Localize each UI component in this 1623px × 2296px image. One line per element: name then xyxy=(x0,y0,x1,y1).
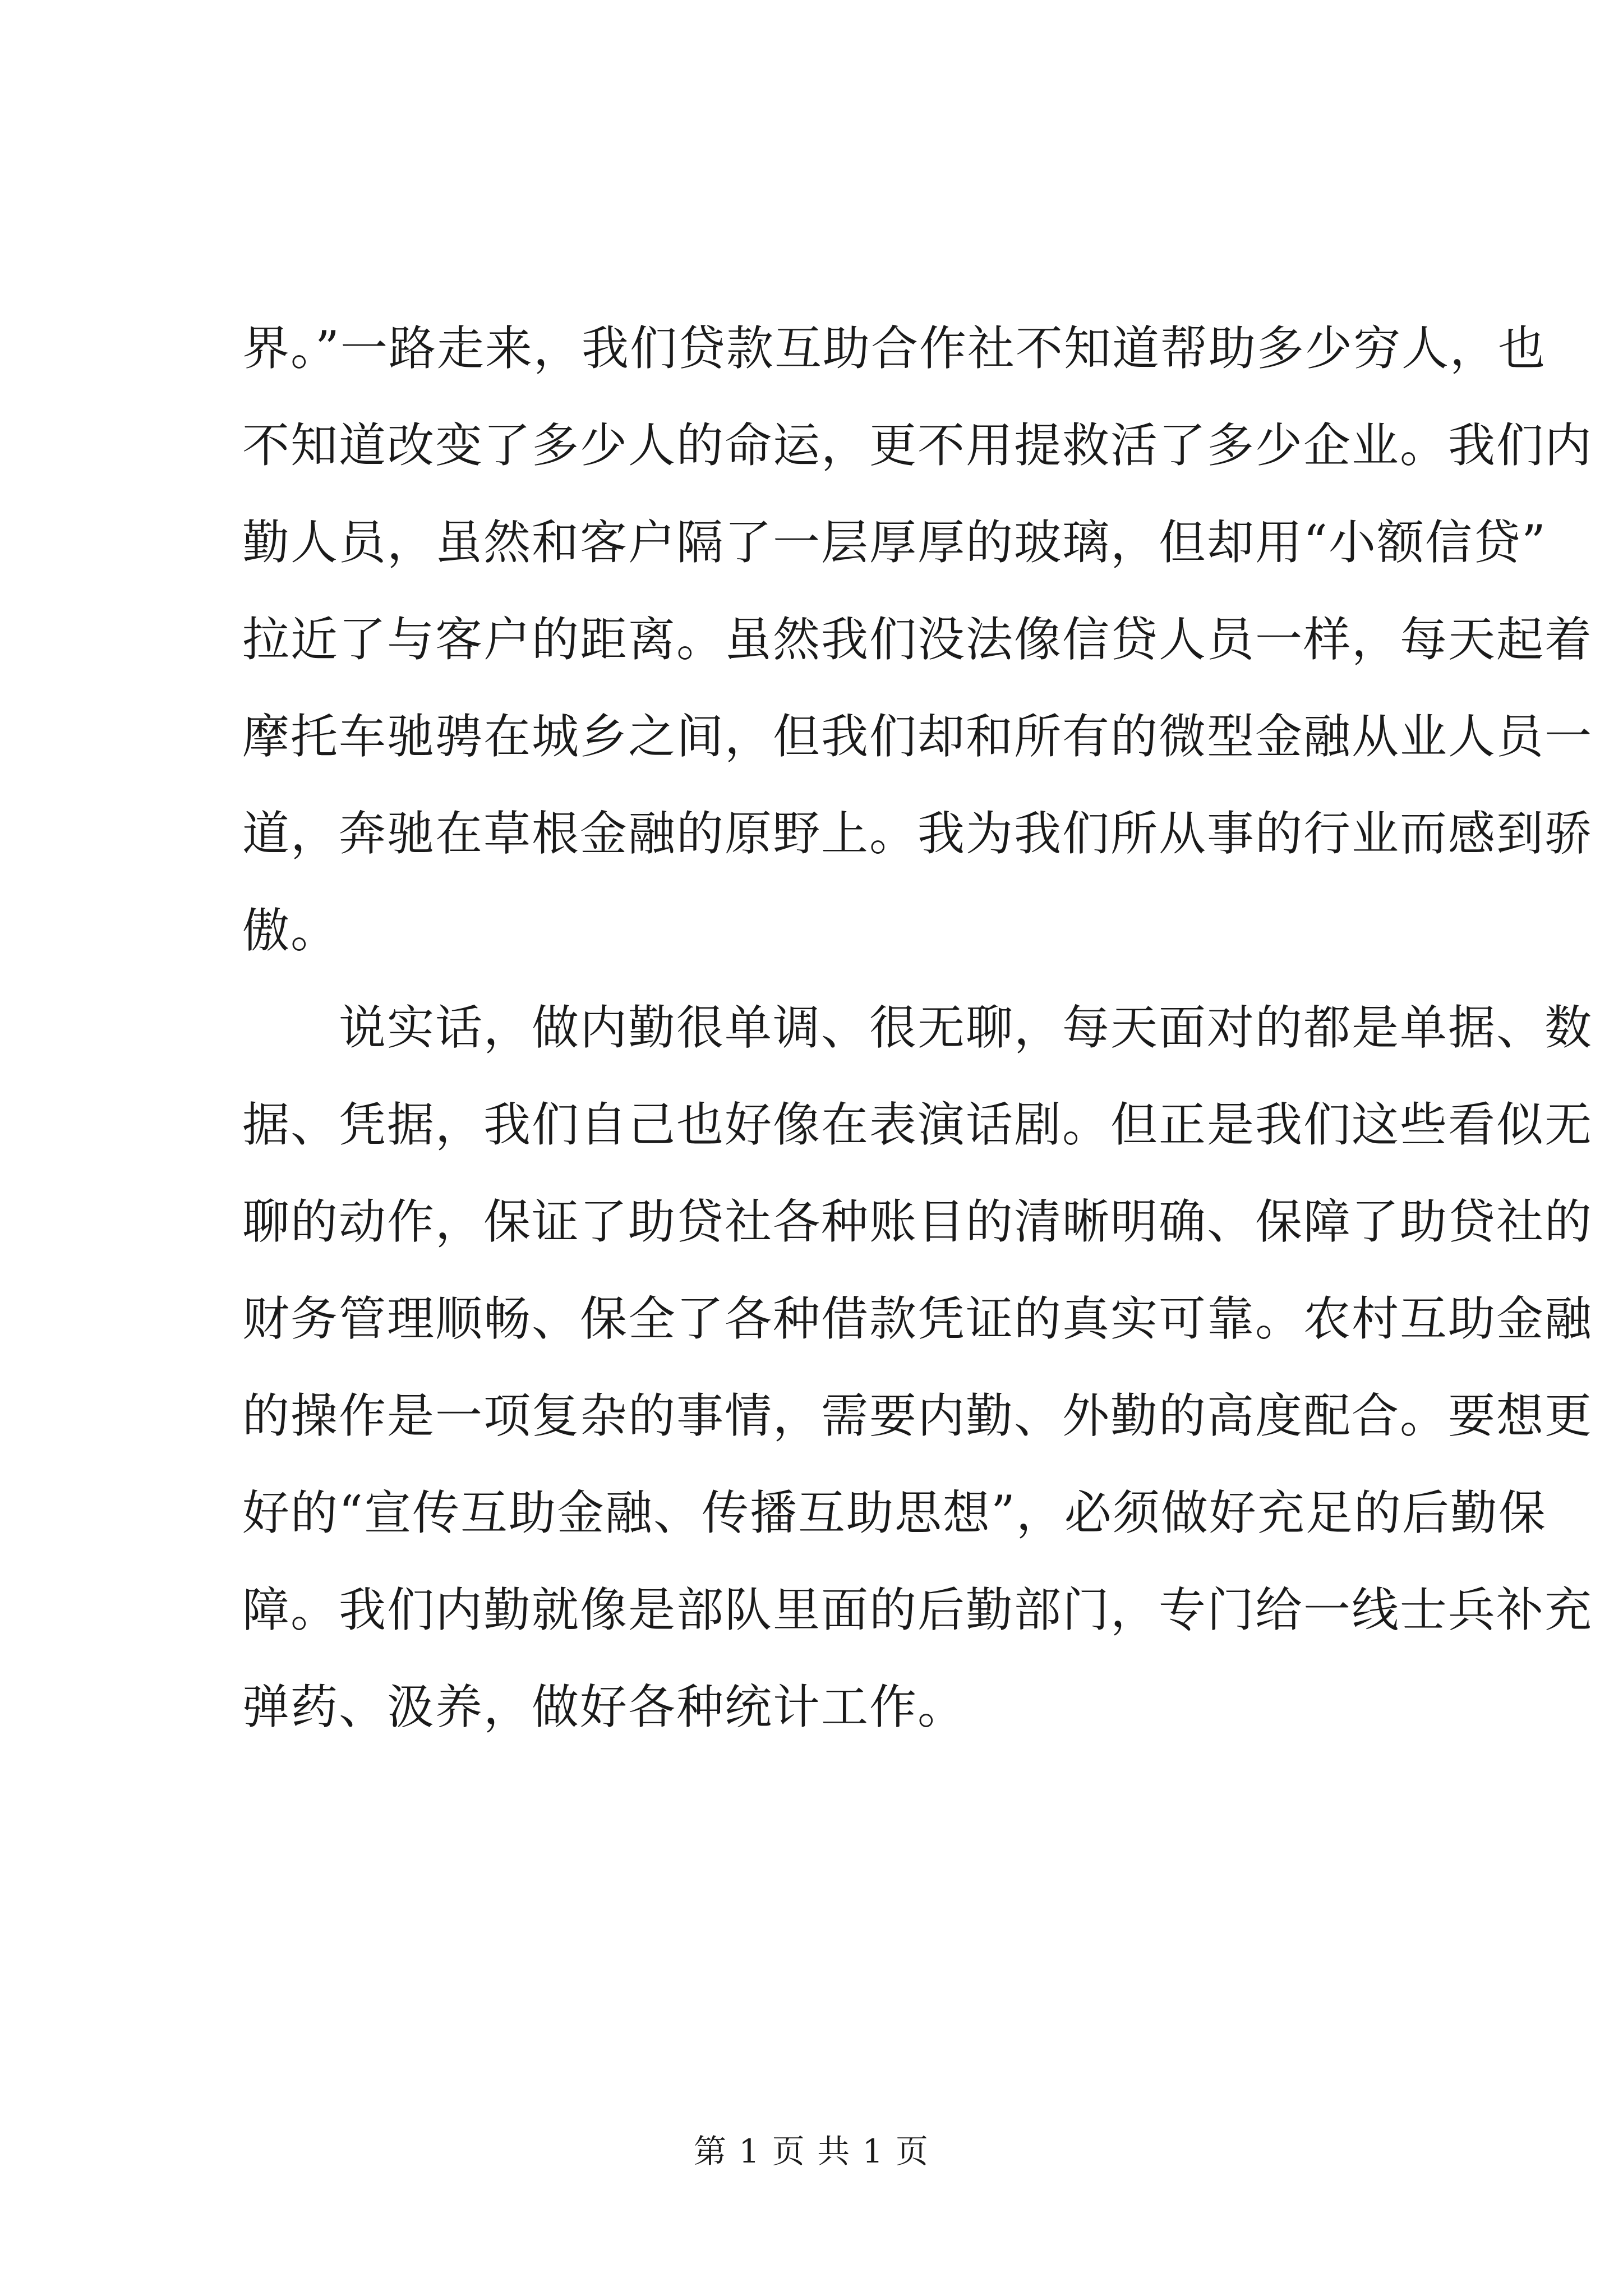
text-line: 障。我们内勤就像是部队里面的后勤部门，专门给一线士兵补充 xyxy=(242,1582,1593,1637)
text-line: 据、凭据，我们自己也好像在表演话剧。但正是我们这些看似无 xyxy=(242,1097,1593,1152)
text-line: 勤人员，虽然和客户隔了一层厚厚的玻璃，但却用“小额信贷” xyxy=(242,515,1547,570)
text-line: 财务管理顺畅、保全了各种借款凭证的真实可靠。农村互助金融 xyxy=(242,1291,1593,1346)
text-line: 聊的动作，保证了助贷社各种账目的清晰明确、保障了助贷社的 xyxy=(242,1194,1593,1249)
text-line: 说实话，做内勤很单调、很无聊，每天面对的都是单据、数 xyxy=(242,1000,1593,1055)
body-text xyxy=(242,300,1593,1756)
paragraph-2 xyxy=(242,979,1593,1756)
text-line: 不知道改变了多少人的命运，更不用提救活了多少企业。我们内 xyxy=(242,418,1593,473)
text-line: 道，奔驰在草根金融的原野上。我为我们所从事的行业而感到骄 xyxy=(242,806,1593,861)
text-line: 好的“宣传互助金融、传播互助思想”，必须做好充足的后勤保 xyxy=(242,1485,1547,1540)
paragraph-1 xyxy=(242,300,1593,979)
text-line: 的操作是一项复杂的事情，需要内勤、外勤的高度配合。要想更 xyxy=(242,1388,1593,1443)
text-line: 界。”一路走来，我们贷款互助合作社不知道帮助多少穷人，也 xyxy=(242,321,1546,376)
text-line: 弹药、汲养，做好各种统计工作。 xyxy=(242,1680,966,1734)
page-number-footer: 第 1 页 共 1 页 xyxy=(694,2132,929,2170)
text-line: 摩托车驰骋在城乡之间，但我们却和所有的微型金融从业人员一 xyxy=(242,709,1593,764)
text-line: 拉近了与客户的距离。虽然我们没法像信贷人员一样，每天起着 xyxy=(242,612,1593,667)
text-line: 傲。 xyxy=(242,903,339,958)
